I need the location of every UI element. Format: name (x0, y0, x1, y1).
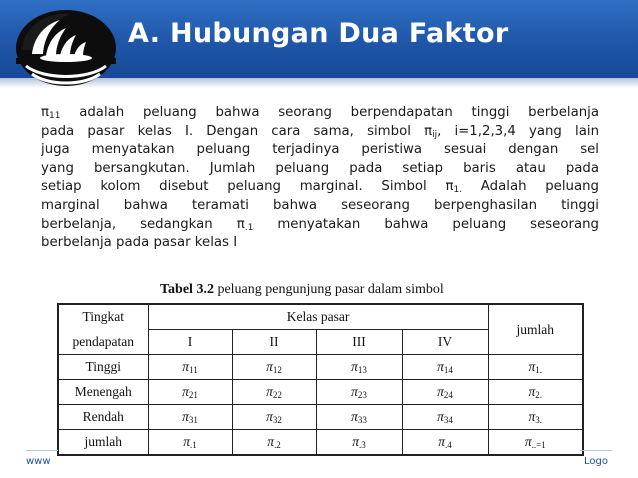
table-caption-text: peluang pengunjung pasar dalam simbol (213, 282, 444, 297)
table-row (58, 405, 583, 430)
col-header: I (148, 330, 232, 355)
footer-divider (580, 450, 612, 451)
table-caption-number: Tabel 3.2 (160, 282, 214, 297)
table-cell: $\pi_{.4}$ (402, 430, 488, 456)
body-paragraph (41, 104, 599, 253)
probability-table (57, 303, 584, 456)
paragraph-line: marginal bahwa teramati bahwa seseorang berpenghasilan tinggi (41, 197, 599, 213)
table-cell: $\pi_{14}$ (402, 355, 488, 380)
table-cell: $\pi_{21}$ (148, 380, 232, 405)
table-row (58, 380, 583, 405)
table-cell: $\pi_{31}$ (148, 405, 232, 430)
slide-title: A. Hubungan Dua Faktor (128, 18, 509, 49)
table-row (58, 355, 583, 380)
paragraph-line: setiap kolom disebut peluang marginal. Simbol $\pi_{1.}$ Adalah peluang (41, 179, 599, 196)
row-label: Tinggi (58, 355, 148, 380)
table-cell: $\pi_{33}$ (316, 405, 402, 430)
table-cell-total: $\pi_{..=1}$ (488, 430, 583, 456)
paragraph-line: yang bersangkutan. Jumlah peluang pada setiap baris atau pada (41, 160, 599, 176)
table-row-sum (58, 430, 583, 456)
paragraph-line: juga menyatakan peluang terjadinya peristiwa sesuai dengan sel (41, 142, 599, 158)
row-label: Menengah (58, 380, 148, 405)
paragraph-line: $\pi_{11}$ adalah peluang bahwa seorang berpendapatan tinggi berbelanja (41, 105, 599, 121)
footer-logo-text: Logo (584, 456, 608, 467)
row-label: jumlah (58, 430, 148, 456)
row-label: Rendah (58, 405, 148, 430)
col-header: IV (402, 330, 488, 355)
footer-website: www (26, 456, 51, 467)
table-cell: $\pi_{.1}$ (148, 430, 232, 456)
col-header: II (232, 330, 316, 355)
table-cell: $\pi_{13}$ (316, 355, 402, 380)
header-tingkat: Tingkat (58, 304, 148, 330)
header-kelas-pasar: Kelas pasar (148, 304, 488, 330)
table-cell: $\pi_{12}$ (232, 355, 316, 380)
col-header: III (316, 330, 402, 355)
table-cell-total: $\pi_{1.}$ (488, 355, 583, 380)
header-jumlah: jumlah (488, 304, 583, 355)
footer-divider (26, 450, 58, 451)
paragraph-line: berbelanja, sedangkan $\pi_{.1}$ menyatakan bahwa peluang seseorang (41, 216, 599, 233)
table-cell-total: $\pi_{2.}$ (488, 380, 583, 405)
table-cell: $\pi_{22}$ (232, 380, 316, 405)
table-cell: $\pi_{32}$ (232, 405, 316, 430)
table-cell: $\pi_{24}$ (402, 380, 488, 405)
table-cell-total: $\pi_{3.}$ (488, 405, 583, 430)
university-logo-icon (4, 2, 122, 90)
table-cell: $\pi_{.2}$ (232, 430, 316, 456)
table-cell: $\pi_{11}$ (148, 355, 232, 380)
table-caption (160, 282, 444, 298)
table-cell: $\pi_{.3}$ (316, 430, 402, 456)
header-pendapatan: pendapatan (58, 330, 148, 355)
table-cell: $\pi_{34}$ (402, 405, 488, 430)
paragraph-line: pada pasar kelas I. Dengan cara sama, simbol $\pi_{ij}$, i=1,2,3,4 yang lain (41, 123, 599, 140)
paragraph-line: berbelanja pada pasar kelas I (41, 235, 238, 251)
table-cell: $\pi_{23}$ (316, 380, 402, 405)
